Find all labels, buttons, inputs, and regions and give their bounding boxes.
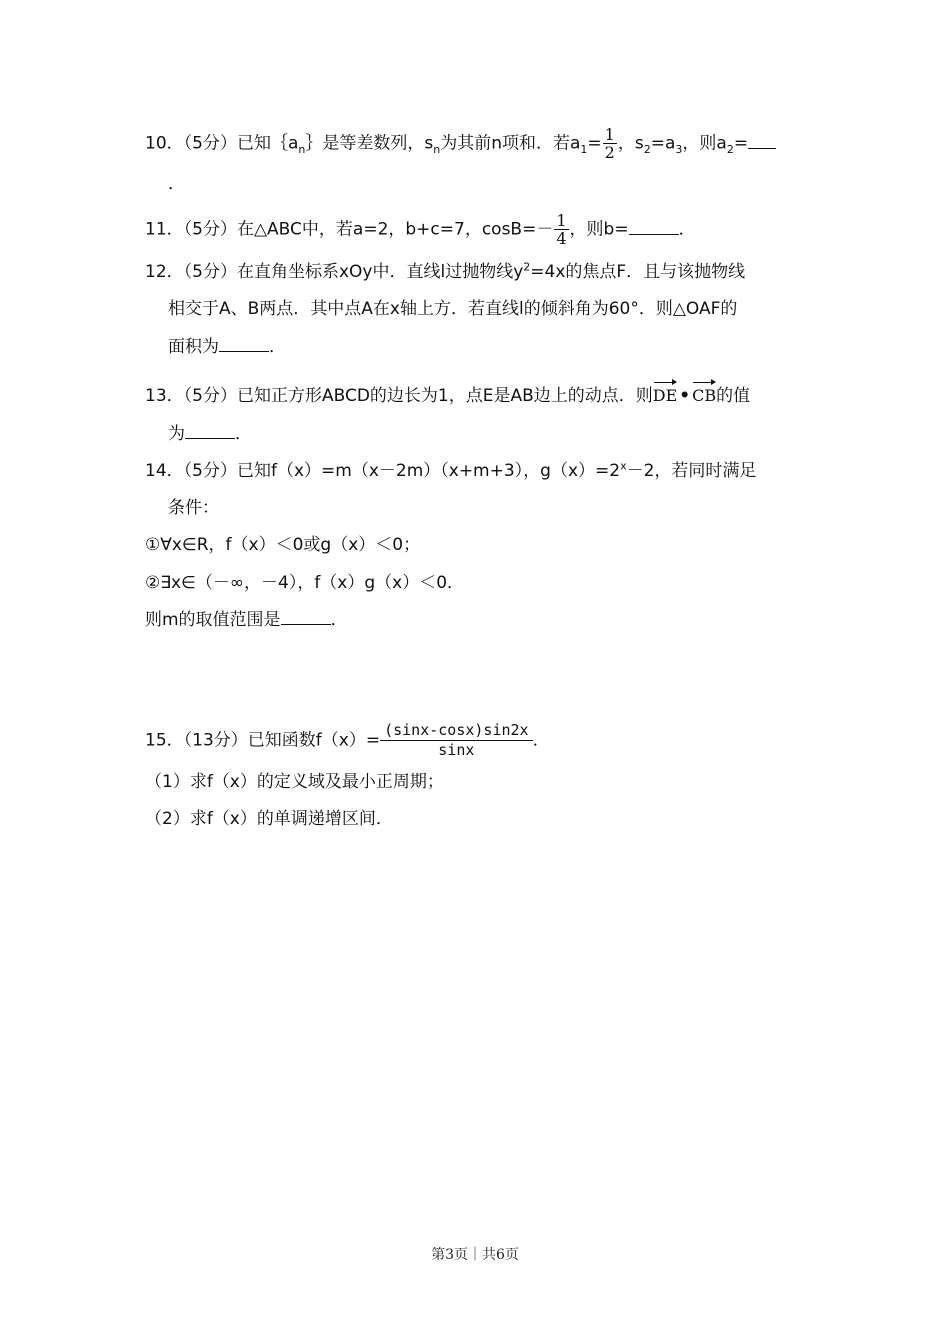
question-number: 13．: [145, 386, 184, 406]
answer-blank: [748, 134, 776, 149]
answer-blank: [281, 610, 331, 625]
answer-blank: [219, 337, 269, 352]
vector-de: DE: [653, 378, 678, 408]
question-number: 10．: [145, 133, 184, 154]
question-15: 15．（13分）已知函数f（x）= $\frac{(\sin x-\cos x)\sin 2x}{\sin x}$ ．: [145, 721, 550, 759]
question-14-condition-1: ①∀x∈R，f（x）＜0或g（x）＜0；: [145, 535, 421, 555]
question-15-part-2: （2）求f（x）的单调递增区间．: [145, 809, 393, 829]
question-12-line-2: 相交于A、B两点．其中点A在x轴上方．若直线l的倾斜角为60°．则△OAF的: [168, 299, 738, 319]
question-13: 13．（5分）已知正方形ABCD的边长为1，点E是AB边上的动点．则DE • CB的值: [145, 378, 750, 408]
fraction-one-quarter: $\frac{1}{4}$: [556, 211, 567, 248]
question-11: 11．（5分）在△ABC中，若a=2，b+c=7，cosB=－ $\frac{1}{4}$ ，则b= ．: [145, 211, 696, 248]
question-14-line-2: 条件：: [168, 498, 219, 518]
function-fraction: $\frac{(\sin x-\cos x)\sin 2x}{\sin x}$: [380, 721, 533, 760]
question-number: 14．: [145, 461, 184, 481]
question-14-line-5: 则m的取值范围是 ．: [145, 610, 348, 630]
question-score: （5分）: [183, 219, 237, 240]
vector-cb: CB: [692, 378, 716, 408]
question-number: 11．: [145, 219, 184, 240]
question-score: （5分）: [183, 461, 237, 481]
question-14-condition-2: ②∃x∈（－∞，－4），f（x）g（x）＜0．: [145, 573, 465, 593]
answer-blank: [629, 220, 679, 235]
question-number: 12．: [145, 262, 184, 282]
page-footer: 第3页｜共6页: [431, 1247, 519, 1263]
question-14: 14．（5分）已知f（x）=m（x－2m）（x+m+3），$g(x)=2^x-2$，若同时满足: [145, 459, 757, 481]
fraction-one-half: $\frac{1}{2}$: [604, 125, 615, 162]
answer-blank: [185, 424, 235, 439]
question-12-line-3: 面积为 ．: [168, 337, 286, 357]
question-10: 10．（5分）已知$\{a_n\}$是等差数列，$s_n$为其前n项和．若$a_1=$ $\frac{1}{2}$ ，$s_2=a_3$，则$a_2=$: [145, 126, 776, 161]
question-score: （13分）: [183, 730, 248, 751]
question-score: （5分）: [183, 386, 237, 406]
question-number: 15．: [145, 730, 184, 751]
question-10-continuation: ．: [168, 174, 185, 194]
question-score: （5分）: [183, 262, 237, 282]
dot-product-symbol: •: [679, 386, 691, 406]
question-12: 12．（5分）在直角坐标系xOy中．直线l过抛物线$y^2=4x$的焦点F．且与该抛物线: [145, 260, 746, 282]
question-13-line-2: 为 ．: [168, 424, 252, 444]
question-score: （5分）: [183, 133, 237, 154]
question-15-part-1: （1）求f（x）的定义域及最小正周期；: [145, 772, 444, 792]
